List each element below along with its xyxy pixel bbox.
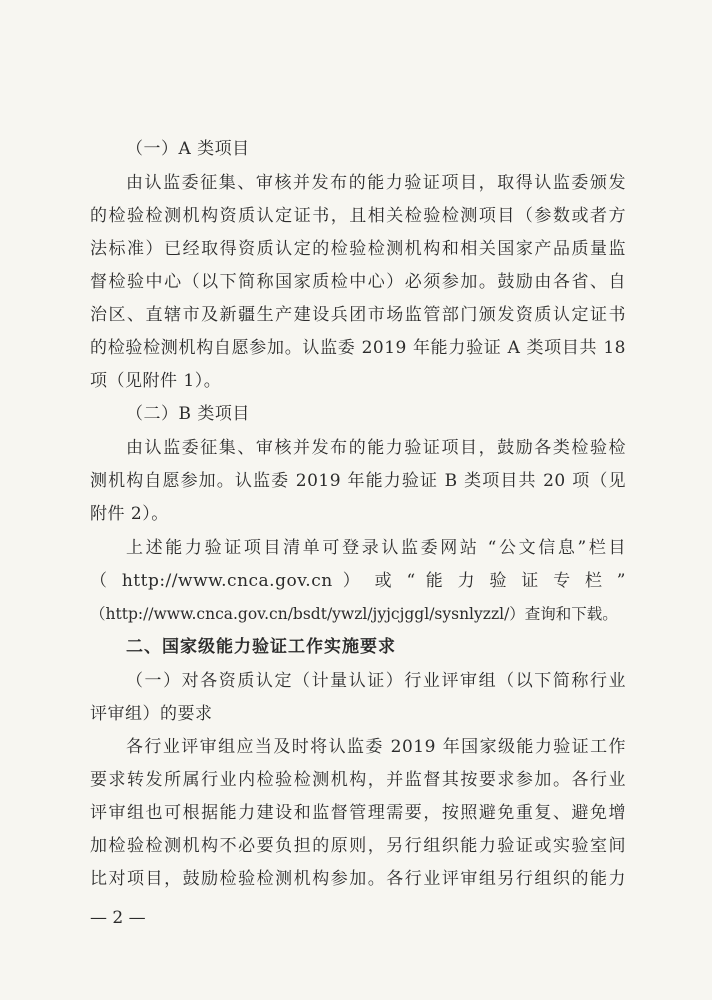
paragraph-line: 比对项目，鼓励检验检测机构参加。各行业评审组另行组织的能力 (90, 869, 626, 889)
paragraph-line: 测机构自愿参加。认监委 2019 年能力验证 B 类项目共 20 项（见 (90, 471, 626, 491)
url-line: （ http://www.cnca.gov.cn ） 或 “ 能 力 验 证 专 栏 ” (90, 571, 626, 591)
paragraph-line: 上述能力验证项目清单可登录认监委网站 “公文信息”栏目 (126, 538, 626, 558)
paragraph-line: 由认监委征集、审核并发布的能力验证项目，取得认监委颁发 (126, 173, 626, 193)
paragraph-line: 附件 2）。 (90, 504, 169, 524)
paragraph-line: 由认监委征集、审核并发布的能力验证项目，鼓励各类检验检 (126, 438, 626, 458)
paragraph-line: 加检验检测机构不必要负担的原则，另行组织能力验证或实验室间 (90, 836, 626, 856)
paragraph-line: 各行业评审组应当及时将认监委 2019 年国家级能力验证工作 (126, 737, 626, 757)
section-heading: 二、国家级能力验证工作实施要求 (126, 637, 396, 657)
subheading-line: 评审组）的要求 (90, 704, 213, 724)
paragraph-line: 法标准）已经取得资质认定的检验检测机构和相关国家产品质量监 (90, 239, 626, 259)
page-number: — 2 — (90, 908, 146, 928)
paragraph-line: 的检验检测机构资质认定证书，且相关检验检测项目（参数或者方 (90, 206, 626, 226)
subheading-a: （一）A 类项目 (126, 139, 250, 159)
paragraph-line: 项（见附件 1）。 (90, 371, 222, 391)
subheading-line: （一）对各资质认定（计量认证）行业评审组（以下简称行业 (126, 671, 626, 691)
paragraph-line: 督检验中心（以下简称国家质检中心）必须参加。鼓励由各省、自 (90, 272, 626, 292)
url-line: （http://www.cnca.gov.cn/bsdt/ywzl/jyjcjggl/sysnlyzzl/）查询和下载。 (90, 605, 618, 623)
paragraph-line: 要求转发所属行业内检验检测机构，并监督其按要求参加。各行业 (90, 770, 626, 790)
paragraph-line: 的检验检测机构自愿参加。认监委 2019 年能力验证 A 类项目共 18 (90, 338, 626, 358)
paragraph-line: 评审组也可根据能力建设和监督管理需要，按照避免重复、避免增 (90, 803, 626, 823)
subheading-b: （二）B 类项目 (126, 404, 250, 424)
paragraph-line: 治区、直辖市及新疆生产建设兵团市场监管部门颁发资质认定证书 (90, 305, 626, 325)
